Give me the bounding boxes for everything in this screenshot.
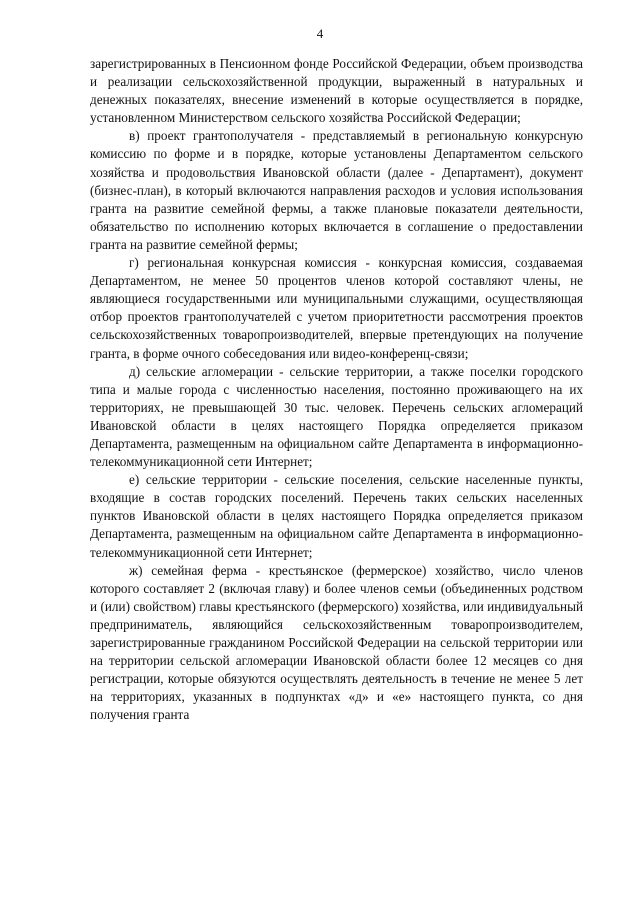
page-number: 4 — [316, 26, 324, 41]
paragraph-item-e: е) сельские территории - сельские поселения, сельские населенные пункты, входящие в состав городских поселений. Перечень таких сельских населенных пунктов Ивановской области в целях настоящего Порядка определяется приказом Департамента, размещенным на официальном сайте Департамента в информационно-телекоммуникационной сети Интернет; — [90, 472, 583, 560]
paragraph-item-d: д) сельские агломерации - сельские территории, а также поселки городского типа и малые города с численностью населения, постоянно проживающего на их территориях, не превышающей 30 тыс. человек. Перечень сельских агломераций Ивановской области в целях настоящего Порядка определяется приказом Департамента, размещенным на официальном сайте Департамента в информационно-телекоммуникационной сети Интернет; — [90, 363, 583, 470]
paragraph-item-v: в) проект грантополучателя - представляемый в региональную конкурсную комиссию по форме и в порядке, которые установлены Департаментом сельского хозяйства и продовольствия Ивановской области (далее - Департамент), документ (бизнес-план), в который включаются направления расходов и условия использования гранта на развитие семейной фермы, а также плановые показатели деятельности, обязательство по исполнению которых включается в соглашение о предоставлении гранта на развитие семейной фермы; — [90, 128, 583, 252]
paragraph-item-zh: ж) семейная ферма - крестьянское (фермерское) хозяйство, число членов которого составляет 2 (включая главу) и более членов семьи (объединенных родством и (или) свойством) главы крестьянского (фермерского) хозяйства, или индивидуальный предприниматель, являющийся сельскохозяйственным товаропроизводителем, зарегистрированные гражданином Российской Федерации на сельской территории или на территории сельской агломерации Ивановской области более 12 месяцев со дня регистрации, которые обязуются осуществлять деятельность в течение не менее 5 лет на территориях, указанных в подпунктах «д» и «е» настоящего пункта, со дня получения гранта — [90, 562, 583, 723]
paragraph-item-g: г) региональная конкурсная комиссия - конкурсная комиссия, создаваемая Департаментом, не менее 50 процентов членов которой составляют члены, не являющиеся государственными или муниципальными служащими, осуществляющая отбор проектов грантополучателей с учетом приоритетности рассмотрения проектов сельскохозяйственных товаропроизводителей, впервые претендующих на получение гранта, в форме очного собеседования или видео-конференц-связи; — [90, 255, 583, 361]
paragraph-continuation: зарегистрированных в Пенсионном фонде Российской Федерации, объем производства и реализации сельскохозяйственной продукции, выраженный в натуральных и денежных показателях, внесение изменений в которые осуществляется в порядке, установленном Министерством сельского хозяйства Российской Федерации; — [90, 56, 583, 126]
document-body — [90, 55, 583, 724]
